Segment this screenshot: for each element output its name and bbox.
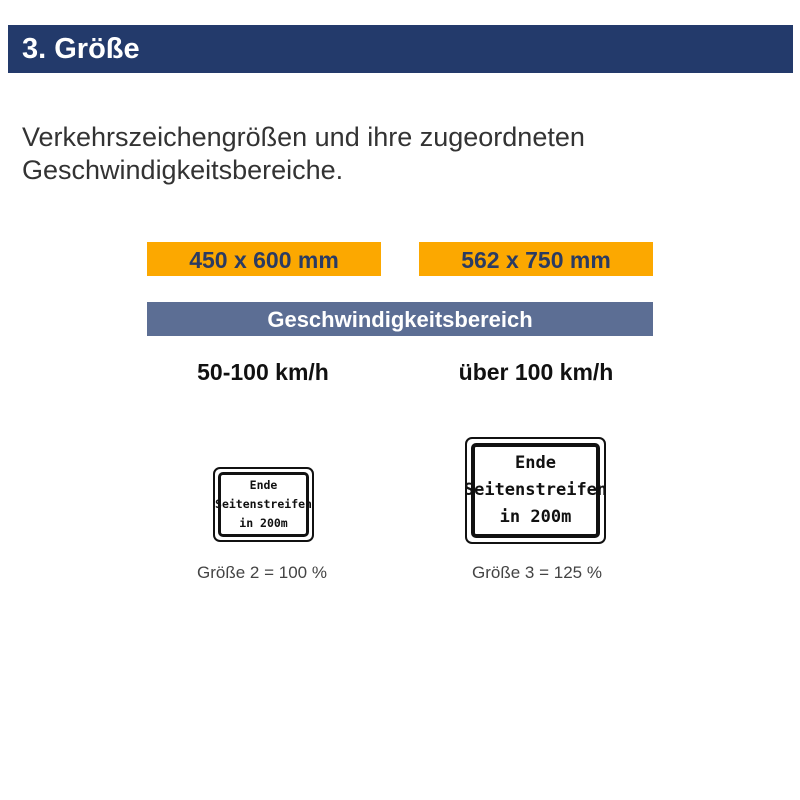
speed-range-heading: Geschwindigkeitsbereich xyxy=(147,302,653,336)
size-label-large: 562 x 750 mm xyxy=(419,242,653,276)
sign-face xyxy=(463,443,608,538)
traffic-sign-size-3 xyxy=(465,437,606,544)
size-label-small: 450 x 600 mm xyxy=(147,242,381,276)
sign-line-1: Ende xyxy=(249,478,278,492)
sign-line-2: Seitenstreifen xyxy=(463,480,608,500)
sign-line-2: Seitenstreifen xyxy=(215,497,312,511)
sign-line-3: in 200m xyxy=(239,516,288,530)
sign-line-3: in 200m xyxy=(499,507,572,527)
section-title: 3. Größe xyxy=(22,33,140,65)
sign-caption-size-2: Größe 2 = 100 % xyxy=(197,563,327,582)
speed-range-large: über 100 km/h xyxy=(458,359,614,385)
intro-line-2: Geschwindigkeitsbereiche. xyxy=(22,155,344,185)
section-header xyxy=(8,25,793,73)
intro-line-1: Verkehrszeichengrößen und ihre zugeordneten xyxy=(22,122,585,152)
sign-caption-size-3: Größe 3 = 125 % xyxy=(472,563,602,582)
speed-range-small: 50-100 km/h xyxy=(197,359,329,385)
sign-face xyxy=(215,472,312,537)
intro-text xyxy=(22,121,742,187)
traffic-sign-size-2 xyxy=(213,467,314,542)
sign-line-1: Ende xyxy=(515,453,556,473)
